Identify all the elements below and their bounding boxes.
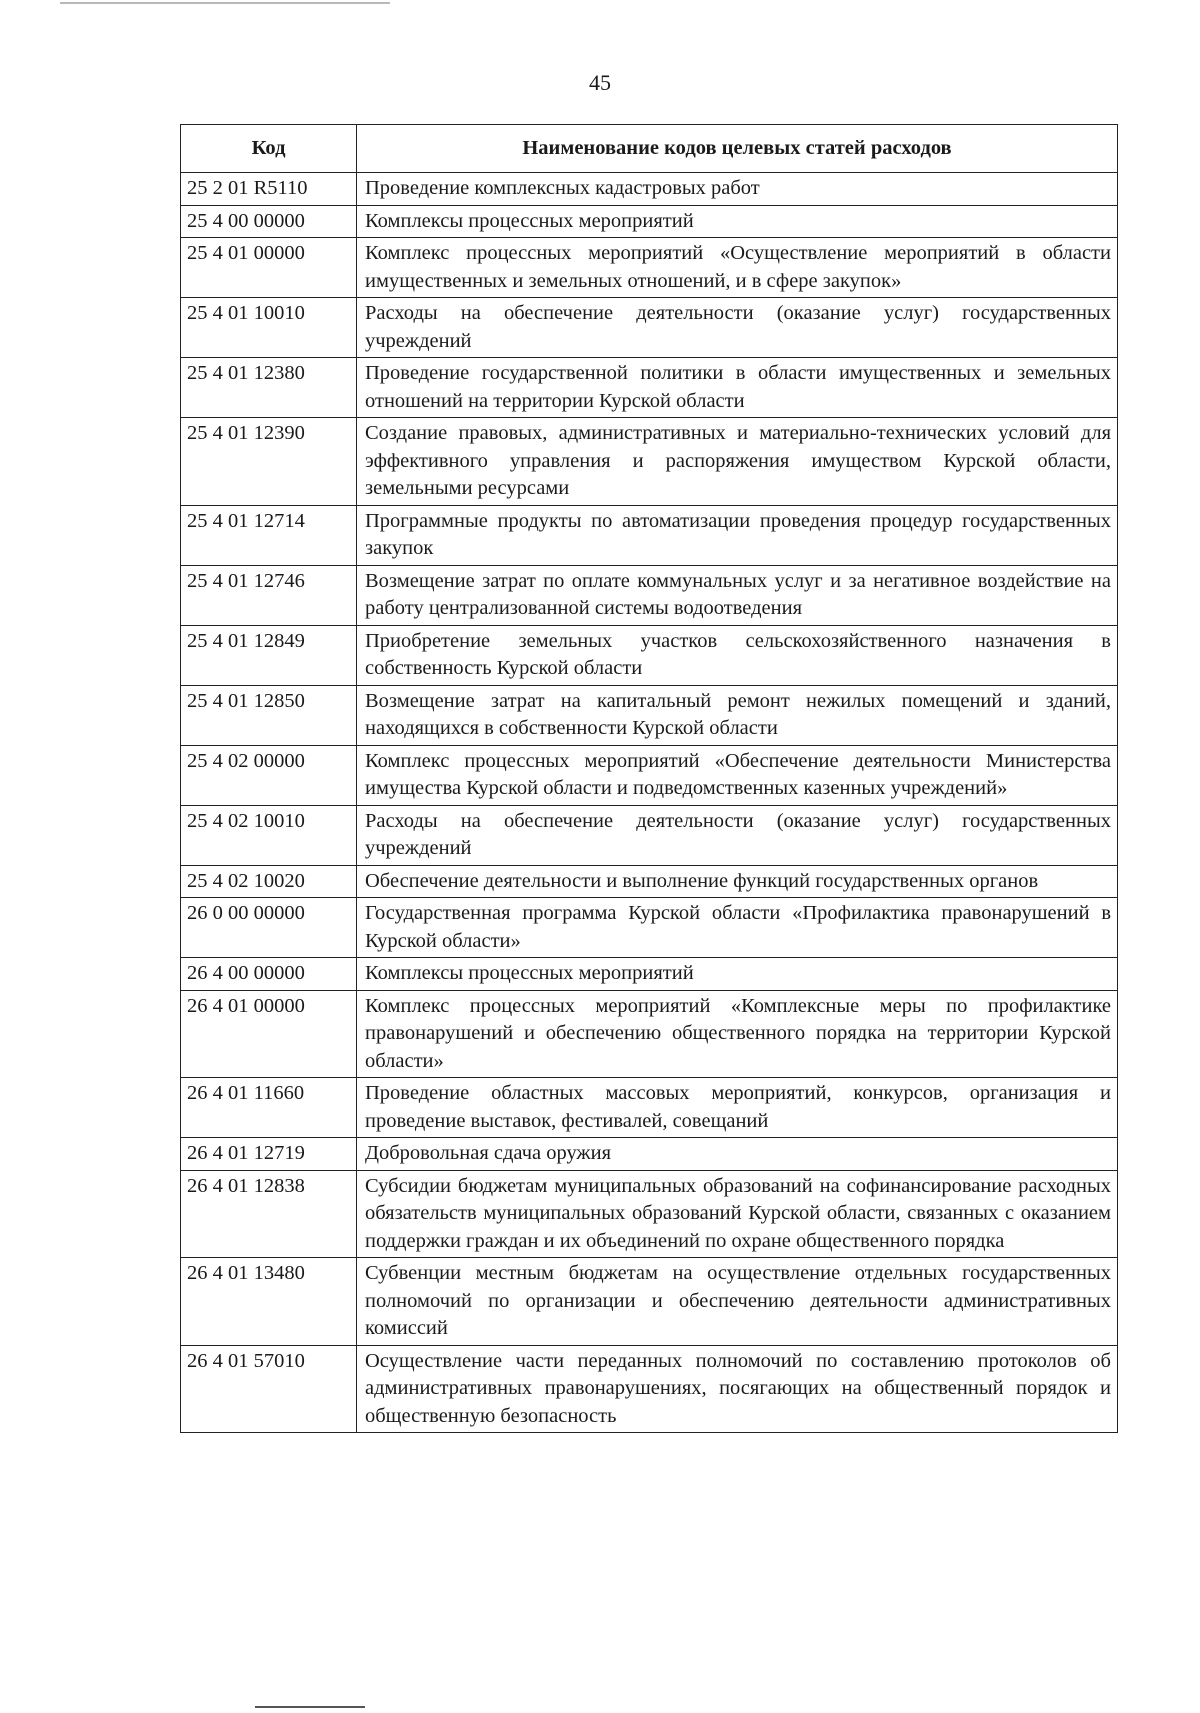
column-header-code: Код [181,125,357,173]
row-name: Субвенции местным бюджетам на осуществление отдельных государственных полномочий по организации и обеспечению деятельности административных комиссий [357,1258,1118,1346]
row-code: 25 4 01 12714 [181,505,357,565]
row-code: 25 4 01 00000 [181,238,357,298]
table-body [181,173,1118,1433]
row-name: Государственная программа Курской области «Профилактика правонарушений в Курской области» [357,898,1118,958]
table-row [181,1258,1118,1346]
row-name: Осуществление части переданных полномочий по составлению протоколов об административных правонарушениях, посягающих на общественный порядок и общественную безопасность [357,1345,1118,1433]
row-code: 25 4 00 00000 [181,205,357,238]
table-row [181,865,1118,898]
row-name: Расходы на обеспечение деятельности (оказание услуг) государственных учреждений [357,298,1118,358]
row-name: Возмещение затрат по оплате коммунальных услуг и за негативное воздействие на работу централизованной системы водоотведения [357,565,1118,625]
row-code: 26 4 01 57010 [181,1345,357,1433]
row-code: 26 4 01 12838 [181,1170,357,1258]
row-name: Комплекс процессных мероприятий «Комплексные меры по профилактике правонарушений и обеспечению общественного порядка на территории Курской области» [357,990,1118,1078]
table-row [181,565,1118,625]
row-code: 26 4 01 12719 [181,1138,357,1171]
row-code: 25 4 01 12380 [181,358,357,418]
table-row [181,238,1118,298]
row-name: Проведение областных массовых мероприятий, конкурсов, организация и проведение выставок, фестивалей, совещаний [357,1078,1118,1138]
target-expense-codes-table [180,124,1118,1433]
table-row [181,1345,1118,1433]
row-name: Создание правовых, административных и материально-технических условий для эффективного управления и распоряжения имуществом Курской области, земельными ресурсами [357,418,1118,506]
table-row [181,805,1118,865]
page-number: 45 [589,70,611,95]
table-row [181,745,1118,805]
row-name: Субсидии бюджетам муниципальных образований на софинансирование расходных обязательств муниципальных образований Курской области, связанных с оказанием поддержки граждан и их объединений по охране общественного порядка [357,1170,1118,1258]
table-row [181,958,1118,991]
table-row [181,1138,1118,1171]
table-row [181,1078,1118,1138]
table-row [181,685,1118,745]
row-name: Расходы на обеспечение деятельности (оказание услуг) государственных учреждений [357,805,1118,865]
row-name: Комплексы процессных мероприятий [357,958,1118,991]
row-name: Комплексы процессных мероприятий [357,205,1118,238]
table-row [181,1170,1118,1258]
row-code: 26 4 01 00000 [181,990,357,1078]
column-header-name: Наименование кодов целевых статей расходов [357,125,1118,173]
row-code: 26 4 00 00000 [181,958,357,991]
table-row [181,625,1118,685]
row-name: Проведение комплексных кадастровых работ [357,173,1118,206]
row-name: Комплекс процессных мероприятий «Осуществление мероприятий в области имущественных и земельных отношений, и в сфере закупок» [357,238,1118,298]
row-code: 25 4 01 12850 [181,685,357,745]
scan-artifact-top [60,2,390,4]
row-name: Обеспечение деятельности и выполнение функций государственных органов [357,865,1118,898]
table-row [181,205,1118,238]
row-code: 25 4 02 10020 [181,865,357,898]
scan-artifact-bottom [255,1706,365,1708]
table-row [181,173,1118,206]
table-row [181,898,1118,958]
row-name: Программные продукты по автоматизации проведения процедур государственных закупок [357,505,1118,565]
row-code: 25 4 02 10010 [181,805,357,865]
row-name: Добровольная сдача оружия [357,1138,1118,1171]
row-name: Комплекс процессных мероприятий «Обеспечение деятельности Министерства имущества Курской области и подведомственных казенных учреждений» [357,745,1118,805]
row-code: 26 0 00 00000 [181,898,357,958]
row-name: Проведение государственной политики в области имущественных и земельных отношений на территории Курской области [357,358,1118,418]
row-code: 25 2 01 R5110 [181,173,357,206]
row-code: 25 4 01 12390 [181,418,357,506]
row-code: 26 4 01 11660 [181,1078,357,1138]
table-row [181,298,1118,358]
row-code: 25 4 01 12746 [181,565,357,625]
row-name: Приобретение земельных участков сельскохозяйственного назначения в собственность Курской области [357,625,1118,685]
row-name: Возмещение затрат на капитальный ремонт нежилых помещений и зданий, находящихся в собственности Курской области [357,685,1118,745]
row-code: 25 4 01 12849 [181,625,357,685]
table-row [181,358,1118,418]
row-code: 25 4 01 10010 [181,298,357,358]
table-header-row [181,125,1118,173]
table-row [181,505,1118,565]
row-code: 25 4 02 00000 [181,745,357,805]
table-row [181,990,1118,1078]
table-row [181,418,1118,506]
row-code: 26 4 01 13480 [181,1258,357,1346]
